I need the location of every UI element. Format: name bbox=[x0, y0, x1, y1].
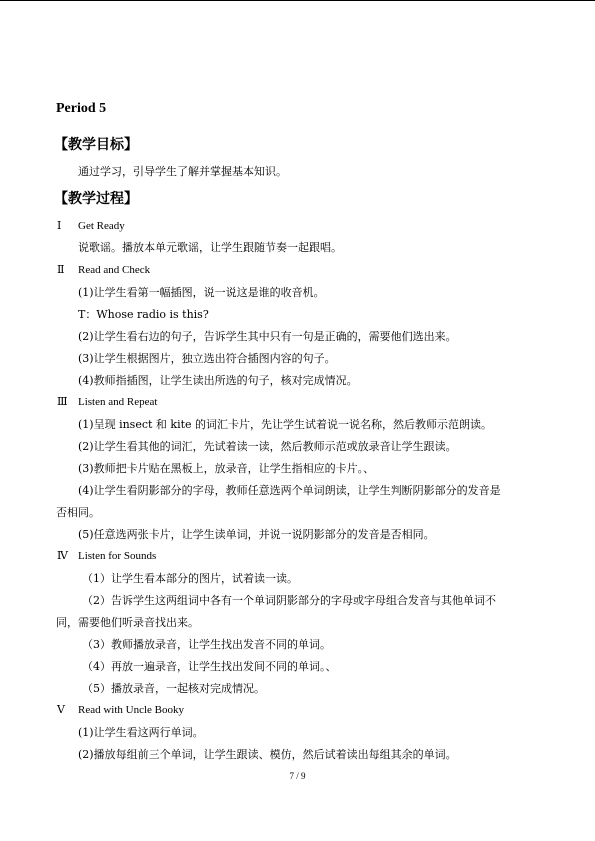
section-line: （4）再放一遍录音，让学生找出发间不同的单词。、 bbox=[82, 660, 337, 673]
section-line: （1）让学生看本部分的图片，试着读一读。 bbox=[82, 572, 298, 585]
section-line: (2)让学生看右边的句子，告诉学生其中只有一句是正确的，需要他们选出来。 bbox=[78, 330, 457, 343]
process-heading: 【教学过程】 bbox=[54, 191, 138, 207]
page-title: Period 5 bbox=[56, 101, 107, 116]
section-title: Listen for Sounds bbox=[78, 550, 157, 562]
section-numeral: Ⅴ bbox=[57, 704, 65, 716]
section-line: （5）播放录音，一起核对完成情况。 bbox=[82, 682, 265, 695]
section-line: (4)教师指插图，让学生读出所选的句子，核对完成情况。 bbox=[78, 374, 358, 387]
section-line: (5)任意选两张卡片，让学生读单词，并说一说阴影部分的发音是否相同。 bbox=[78, 528, 435, 541]
section-title: Get Ready bbox=[78, 220, 125, 232]
section-numeral: Ⅱ bbox=[57, 264, 65, 276]
section-numeral: Ⅳ bbox=[57, 550, 68, 562]
section-line: (1)呈现 insect 和 kite 的词汇卡片，先让学生试着说一说名称，然后教师示范朗读。 bbox=[78, 418, 493, 431]
section-numeral: Ⅰ bbox=[57, 220, 62, 232]
section-line: （3）教师播放录音，让学生找出发音不同的单词。 bbox=[82, 638, 331, 651]
section-title: Listen and Repeat bbox=[78, 396, 158, 408]
goal-heading: 【教学目标】 bbox=[54, 137, 138, 153]
section-line: T：Whose radio is this? bbox=[78, 308, 209, 321]
section-title: Read and Check bbox=[78, 264, 151, 276]
section-line: 否相同。 bbox=[56, 506, 100, 519]
section-line: (3)让学生根据图片，独立选出符合插图内容的句子。 bbox=[78, 352, 336, 365]
section-title: Read with Uncle Booky bbox=[78, 704, 185, 716]
section-numeral: Ⅲ bbox=[57, 396, 68, 408]
section-line: (4)让学生看阴影部分的字母，教师任意选两个单词朗读，让学生判断阴影部分的发音是 bbox=[78, 484, 501, 497]
section-line: (1)让学生看第一幅插图，说一说这是谁的收音机。 bbox=[78, 286, 325, 299]
section-line: (2)播放每组前三个单词，让学生跟读、模仿，然后试着读出每组其余的单词。 bbox=[78, 748, 457, 761]
section-line: 同，需要他们听录音找出来。 bbox=[56, 616, 199, 629]
section-line: (3)教师把卡片贴在黑板上，放录音，让学生指相应的卡片。、 bbox=[78, 462, 375, 475]
section-line: (2)让学生看其他的词汇，先试着读一读，然后教师示范或放录音让学生跟读。 bbox=[78, 440, 457, 453]
section-line: 说歌谣。播放本单元歌谣，让学生跟随节奏一起跟唱。 bbox=[78, 241, 342, 254]
section-line: （2）告诉学生这两组词中各有一个单词阴影部分的字母或字母组合发音与其他单词不 bbox=[82, 594, 496, 607]
page-number: 7 / 9 bbox=[289, 771, 306, 781]
section-line: (1)让学生看这两行单词。 bbox=[78, 726, 204, 739]
goal-text: 通过学习，引导学生了解并掌握基本知识。 bbox=[78, 165, 287, 178]
